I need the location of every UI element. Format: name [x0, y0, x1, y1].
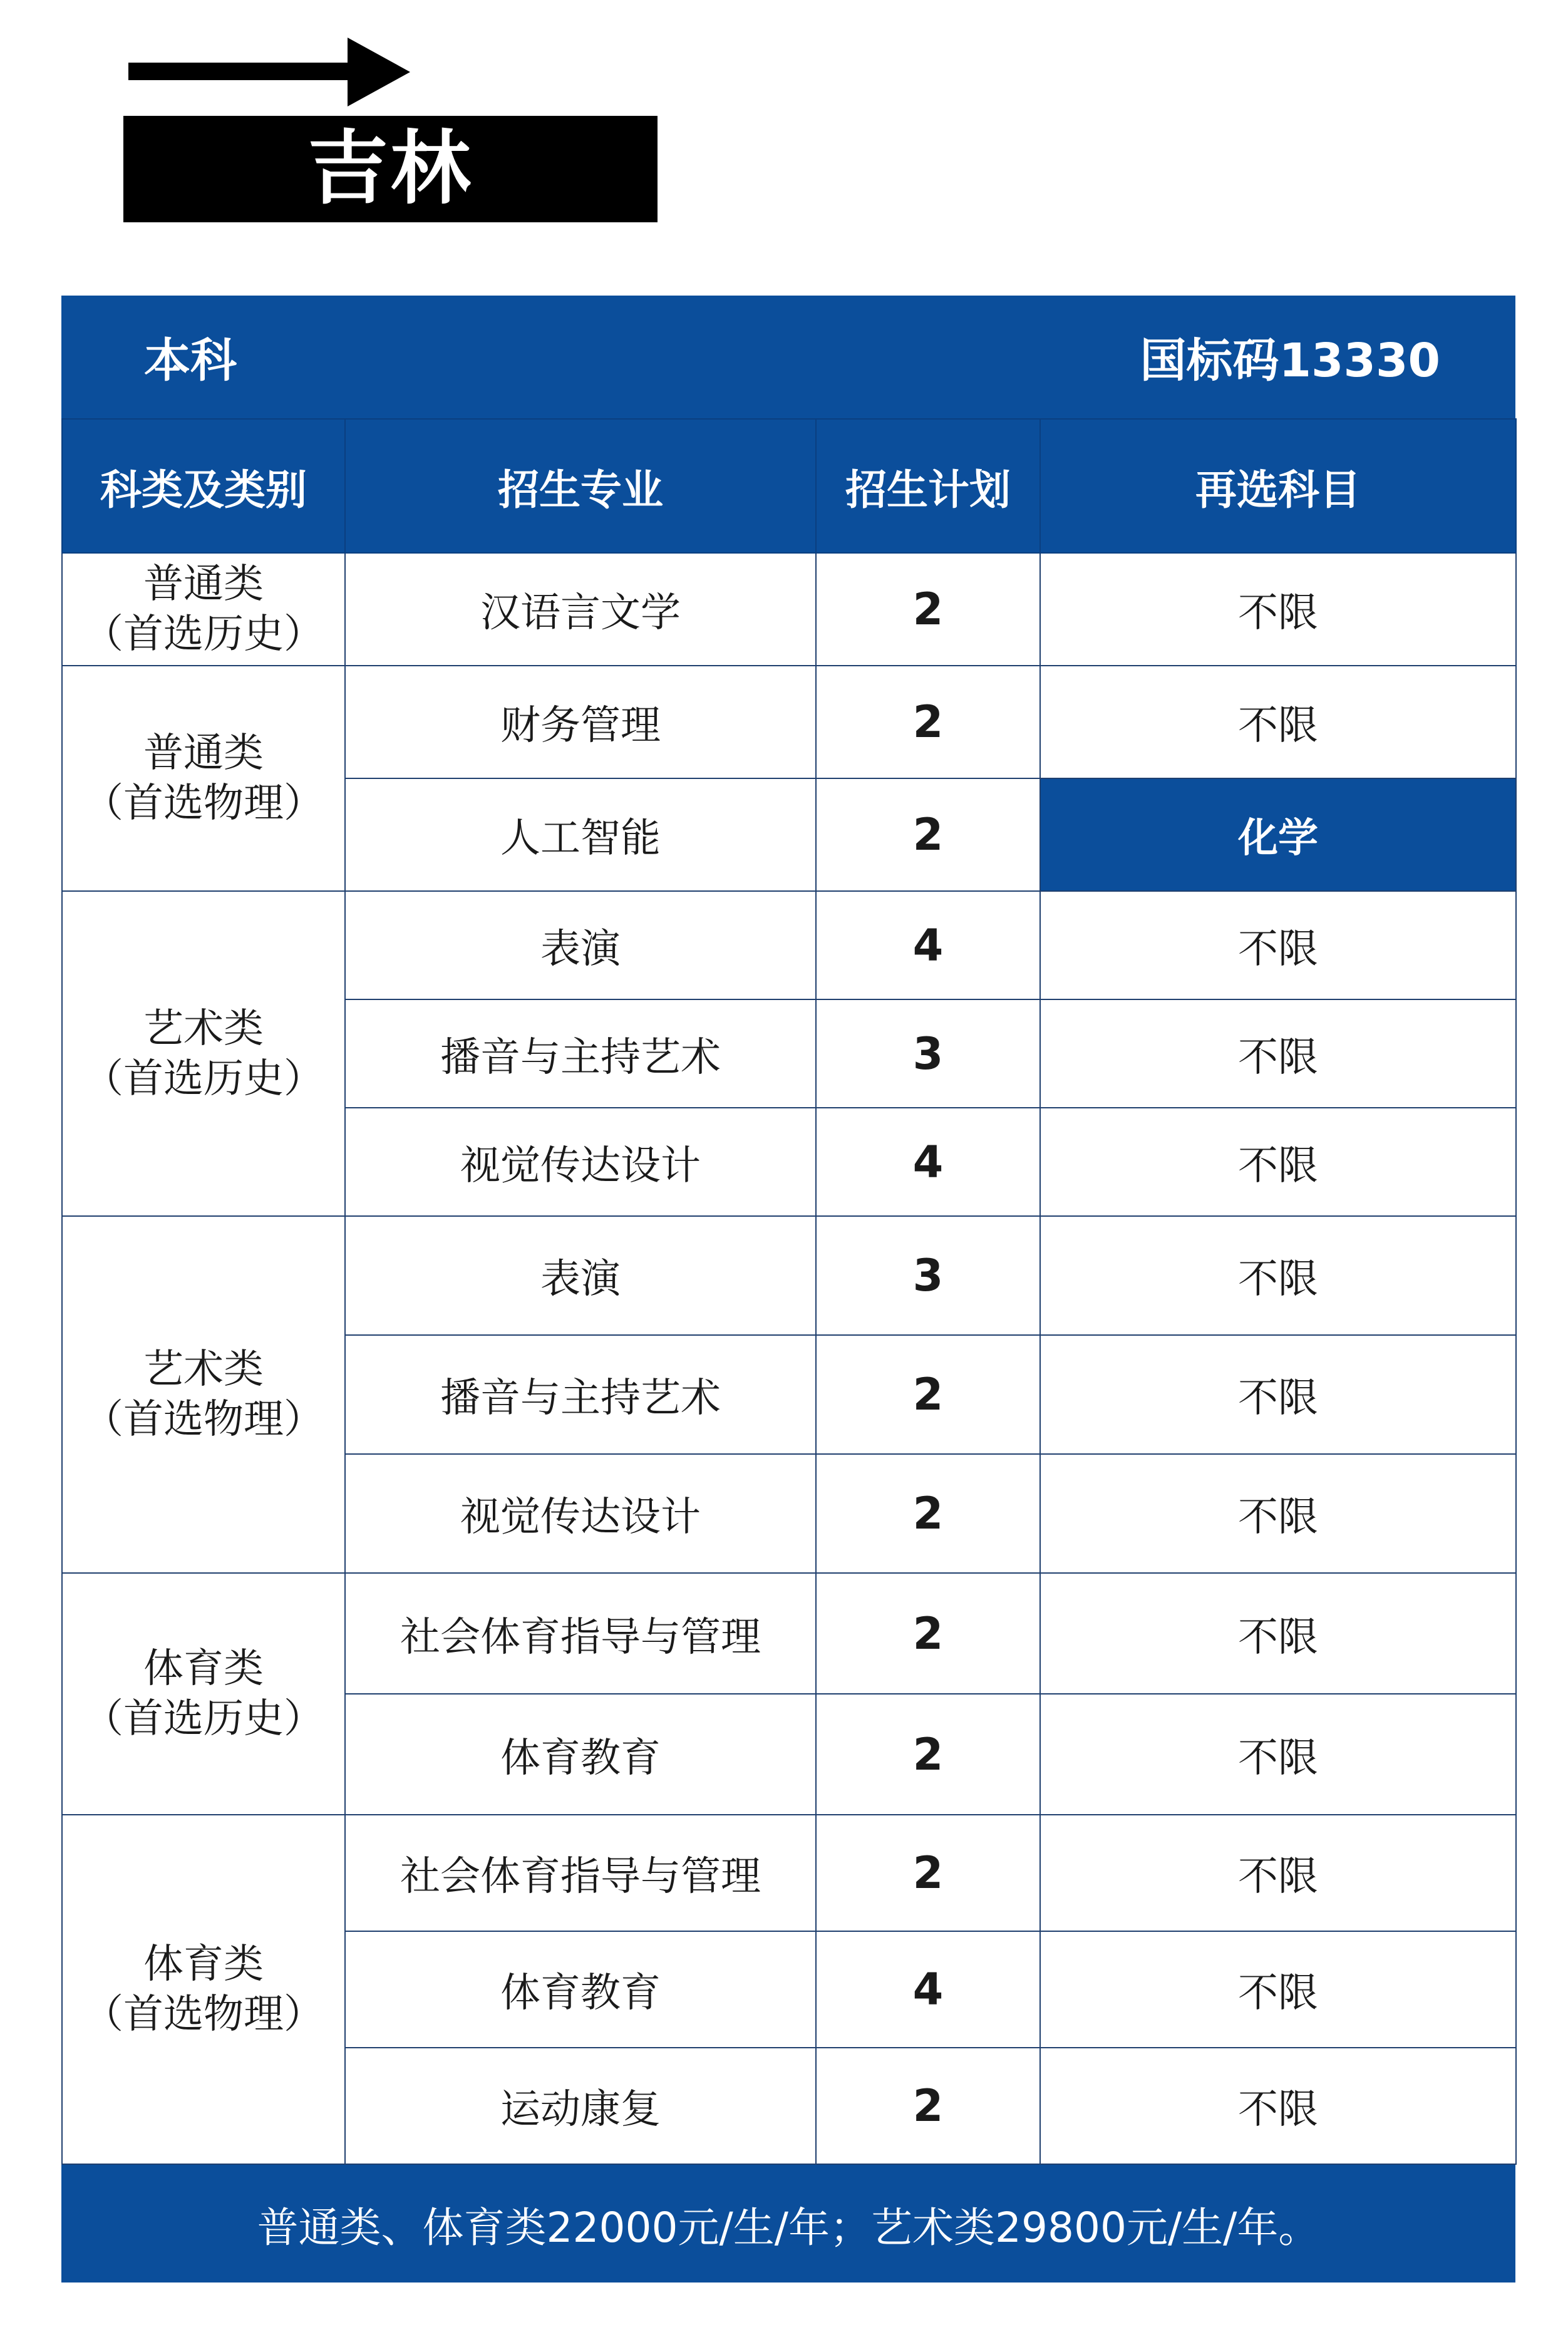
major-cell: 视觉传达设计 — [345, 1454, 816, 1573]
category-type: 艺术类 — [143, 1005, 264, 1052]
subject-cell: 不限 — [1040, 999, 1516, 1108]
category-type: 体育类 — [143, 1646, 264, 1692]
category-subject: （首选历史） — [83, 1696, 324, 1742]
arrow-right-icon — [128, 38, 410, 106]
major-cell: 运动康复 — [345, 2048, 816, 2164]
category-cell — [62, 553, 345, 666]
plan-cell: 3 — [816, 1216, 1040, 1335]
category-cell — [62, 666, 345, 891]
table-row — [62, 553, 1516, 666]
major-cell: 播音与主持艺术 — [345, 999, 816, 1108]
header-category: 科类及类别 — [62, 419, 345, 553]
category-subject: （首选物理） — [83, 1396, 324, 1443]
subject-cell: 不限 — [1040, 1815, 1516, 1931]
table-row — [62, 1573, 1516, 1694]
major-cell: 体育教育 — [345, 1931, 816, 2048]
table-row — [62, 891, 1516, 999]
header-plan: 招生计划 — [816, 419, 1040, 553]
subject-cell: 不限 — [1040, 1931, 1516, 2048]
category-cell — [62, 1815, 345, 2164]
category-type: 体育类 — [143, 1941, 264, 1988]
major-cell: 社会体育指导与管理 — [345, 1573, 816, 1694]
major-cell: 社会体育指导与管理 — [345, 1815, 816, 1931]
subject-cell: 不限 — [1040, 666, 1516, 778]
page-title: 吉林 — [123, 116, 658, 222]
category-subject: （首选历史） — [83, 611, 324, 658]
category-subject: （首选物理） — [83, 780, 324, 827]
category-subject: （首选历史） — [83, 1055, 324, 1102]
header-subject: 再选科目 — [1040, 419, 1516, 553]
major-cell: 表演 — [345, 891, 816, 999]
category-cell — [62, 891, 345, 1216]
category-cell — [62, 1573, 345, 1815]
subject-cell: 不限 — [1040, 1573, 1516, 1694]
major-cell: 财务管理 — [345, 666, 816, 778]
category-type: 普通类 — [143, 730, 264, 776]
plan-cell: 2 — [816, 666, 1040, 778]
major-cell: 人工智能 — [345, 778, 816, 891]
major-cell: 汉语言文学 — [345, 553, 816, 666]
header-major: 招生专业 — [345, 419, 816, 553]
category-type: 艺术类 — [143, 1346, 264, 1393]
subject-cell: 不限 — [1040, 1335, 1516, 1454]
subject-cell: 不限 — [1040, 1108, 1516, 1216]
tuition-footer — [61, 2165, 1515, 2283]
tuition-note: 普通类、体育类22000元/生/年；艺术类29800元/生/年。 — [257, 2203, 1320, 2252]
admission-table — [61, 418, 1517, 2165]
subject-cell: 不限 — [1040, 891, 1516, 999]
table-row — [62, 666, 1516, 778]
major-cell: 体育教育 — [345, 1694, 816, 1815]
subject-cell: 不限 — [1040, 1216, 1516, 1335]
subject-cell-highlight: 化学 — [1040, 778, 1516, 891]
major-cell: 播音与主持艺术 — [345, 1335, 816, 1454]
plan-cell: 4 — [816, 891, 1040, 999]
plan-cell: 4 — [816, 1108, 1040, 1216]
major-cell: 表演 — [345, 1216, 816, 1335]
plan-cell: 2 — [816, 1335, 1040, 1454]
category-cell — [62, 1216, 345, 1573]
plan-cell: 2 — [816, 1694, 1040, 1815]
subject-cell: 不限 — [1040, 1694, 1516, 1815]
subject-cell: 不限 — [1040, 2048, 1516, 2164]
plan-cell: 3 — [816, 999, 1040, 1108]
code-label: 国标码13330 — [1140, 334, 1440, 388]
major-cell: 视觉传达设计 — [345, 1108, 816, 1216]
table-row — [62, 1216, 1516, 1335]
table-row — [62, 1815, 1516, 1931]
plan-cell: 2 — [816, 1573, 1040, 1694]
plan-cell: 2 — [816, 1815, 1040, 1931]
plan-cell: 2 — [816, 1454, 1040, 1573]
subject-cell: 不限 — [1040, 553, 1516, 666]
subject-cell: 不限 — [1040, 1454, 1516, 1573]
level-label: 本科 — [144, 334, 237, 388]
category-type: 普通类 — [143, 561, 264, 607]
plan-cell: 4 — [816, 1931, 1040, 2048]
level-bar — [61, 296, 1515, 418]
plan-cell: 2 — [816, 2048, 1040, 2164]
category-subject: （首选物理） — [83, 1991, 324, 2038]
table-header-row — [62, 419, 1516, 553]
plan-cell: 2 — [816, 553, 1040, 666]
admission-plan-sheet — [61, 296, 1515, 2283]
plan-cell: 2 — [816, 778, 1040, 891]
